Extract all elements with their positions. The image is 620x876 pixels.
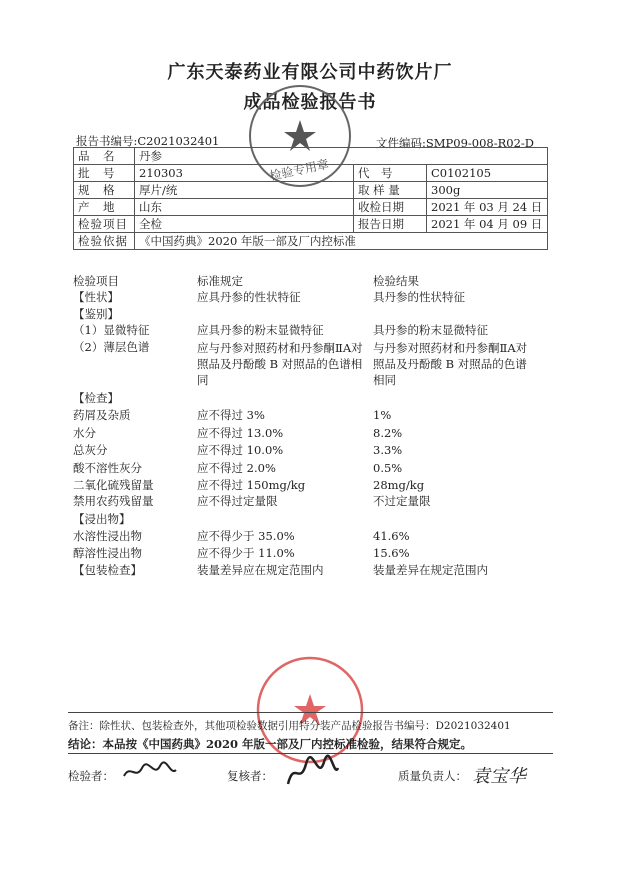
document-title: 成品检验报告书 bbox=[243, 92, 377, 113]
sample-value: 300g bbox=[427, 182, 548, 199]
result-standard: 应不得过定量限 bbox=[197, 494, 278, 508]
received-value: 2021 年 03 月 24 日 bbox=[427, 199, 548, 216]
file-number-label: 文件编码: bbox=[376, 136, 426, 150]
code-value: C0102105 bbox=[427, 165, 548, 182]
result-item: 水溶性浸出物 bbox=[73, 529, 142, 543]
origin-label: 产 地 bbox=[74, 199, 135, 216]
received-label: 收检日期 bbox=[354, 199, 427, 216]
result-value: 与丹参对照药材和丹参酮ⅡA对照品及丹酚酸 B 对照品的色谱相同 bbox=[373, 341, 528, 387]
result-item: 【性状】 bbox=[73, 290, 119, 304]
batch-label: 批 号 bbox=[74, 165, 135, 182]
result-standard: 应不得过 3% bbox=[197, 408, 265, 422]
result-item: （1）显微特征 bbox=[73, 323, 150, 337]
origin-value: 山东 bbox=[135, 199, 354, 216]
qa-label: 质量负责人： bbox=[398, 769, 467, 783]
qa-signature: 袁宝华 bbox=[472, 766, 526, 787]
result-item: 酸不溶性灰分 bbox=[73, 461, 142, 475]
result-standard: 应不得少于 11.0% bbox=[197, 546, 295, 560]
result-value: 0.5% bbox=[373, 461, 403, 475]
info-table bbox=[73, 147, 548, 250]
reviewer-signature bbox=[282, 754, 342, 790]
name-label: 品 名 bbox=[74, 148, 135, 165]
company-name: 广东天泰药业有限公司中药饮片厂 bbox=[167, 62, 453, 83]
item-label: 检验项目 bbox=[74, 216, 135, 233]
result-value: 15.6% bbox=[373, 546, 410, 560]
result-item: 醇溶性浸出物 bbox=[73, 546, 142, 560]
result-standard: 应与丹参对照药材和丹参酮ⅡA对照品及丹酚酸 B 对照品的色谱相同 bbox=[197, 341, 363, 387]
result-item: 水分 bbox=[73, 426, 96, 440]
table-row bbox=[74, 148, 548, 165]
result-value: 1% bbox=[373, 408, 392, 422]
basis-value: 《中国药典》2020 年版一部及厂内控标准 bbox=[135, 233, 548, 250]
stamp-text: 检验专用章 bbox=[268, 157, 330, 184]
result-standard: 应不得过 150mg/kg bbox=[197, 478, 306, 492]
reviewer-label: 复核者： bbox=[227, 769, 273, 783]
basis-label: 检验依据 bbox=[74, 233, 135, 250]
table-row bbox=[74, 199, 548, 216]
result-item: 【浸出物】 bbox=[73, 512, 131, 526]
table-row bbox=[74, 216, 548, 233]
result-standard: 应不得过 10.0% bbox=[197, 443, 284, 457]
column-header-item: 检验项目 bbox=[73, 274, 119, 288]
result-item: （2）薄层色谱 bbox=[73, 340, 150, 354]
inspector-label: 检验者： bbox=[68, 769, 114, 783]
result-standard: 应具丹参的粉末显微特征 bbox=[197, 323, 324, 337]
result-value: 装量差异在规定范围内 bbox=[373, 563, 488, 577]
column-header-standard: 标准规定 bbox=[197, 274, 243, 288]
result-item: 二氧化硫残留量 bbox=[73, 478, 154, 492]
column-header-result: 检验结果 bbox=[373, 274, 419, 288]
divider bbox=[68, 712, 553, 713]
table-row bbox=[74, 233, 548, 250]
file-number-value: SMP09-008-R02-D bbox=[425, 136, 535, 150]
result-item: 【检查】 bbox=[73, 391, 119, 405]
result-value: 28mg/kg bbox=[373, 478, 425, 492]
result-item: 【鉴别】 bbox=[73, 307, 119, 321]
result-value: 具丹参的性状特征 bbox=[373, 290, 465, 304]
report-number-value: C2021032401 bbox=[137, 134, 220, 148]
name-value: 丹参 bbox=[135, 148, 548, 165]
code-label: 代 号 bbox=[354, 165, 427, 182]
result-value: 具丹参的粉末显微特征 bbox=[373, 323, 488, 337]
batch-value: 210303 bbox=[135, 165, 354, 182]
item-value: 全检 bbox=[135, 216, 354, 233]
result-item: 禁用农药残留量 bbox=[73, 494, 154, 508]
report-date-value: 2021 年 04 月 09 日 bbox=[427, 216, 548, 233]
result-item: 药屑及杂质 bbox=[73, 408, 131, 422]
remark: 备注：除性状、包装检查外，其他项检验数据引用特分装产品检验报告书编号：D2021032401 bbox=[68, 720, 511, 732]
report-date-label: 报告日期 bbox=[354, 216, 427, 233]
table-row bbox=[74, 182, 548, 199]
result-standard: 应不得过 13.0% bbox=[197, 426, 284, 440]
result-value: 41.6% bbox=[373, 529, 410, 543]
result-standard: 应不得过 2.0% bbox=[197, 461, 276, 475]
result-standard: 装量差异应在规定范围内 bbox=[197, 563, 324, 577]
result-standard: 应不得少于 35.0% bbox=[197, 529, 295, 543]
conclusion: 结论：本品按《中国药典》2020 年版一部及厂内控标准检验，结果符合规定。 bbox=[68, 737, 473, 751]
result-standard: 应具丹参的性状特征 bbox=[197, 290, 301, 304]
report-number-label: 报告书编号: bbox=[76, 134, 138, 148]
result-value: 不过定量限 bbox=[373, 494, 431, 508]
table-row bbox=[74, 165, 548, 182]
inspector-signature bbox=[120, 758, 180, 786]
result-item: 总灰分 bbox=[73, 443, 108, 457]
spec-value: 厚片/统 bbox=[135, 182, 354, 199]
result-value: 3.3% bbox=[373, 443, 403, 457]
sample-label: 取 样 量 bbox=[354, 182, 427, 199]
result-item: 【包装检查】 bbox=[73, 563, 142, 577]
spec-label: 规 格 bbox=[74, 182, 135, 199]
result-value: 8.2% bbox=[373, 426, 403, 440]
